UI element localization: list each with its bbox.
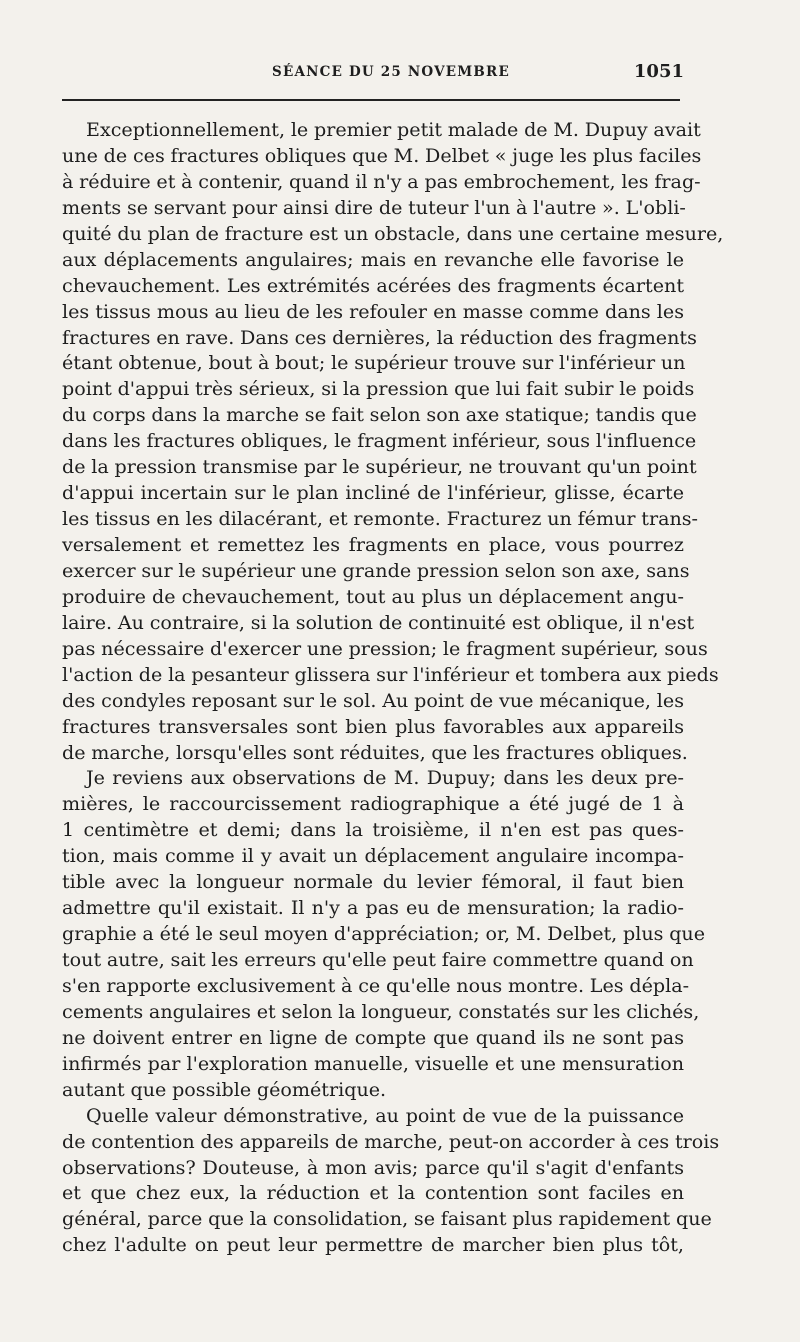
text-line: quité du plan de fracture est un obstacle, dans une certaine mesure, <box>62 221 724 245</box>
text-line: et que chez eux, la réduction et la contention sont faciles en <box>62 1181 684 1205</box>
text-line: général, parce que la consolidation, se faisant plus rapidement que <box>62 1207 712 1231</box>
page-header <box>62 56 684 86</box>
text-line: du corps dans la marche se fait selon son axe statique; tandis que <box>62 403 697 427</box>
text-line: Quelle valeur démonstrative, au point de vue de la puissance <box>86 1103 684 1127</box>
body-text <box>62 117 724 1258</box>
text-line: exercer sur le supérieur une grande pression selon son axe, sans <box>62 558 690 582</box>
text-line: d'appui incertain sur le plan incliné de l'inférieur, glisse, écarte <box>62 481 684 505</box>
text-line: chez l'adulte on peut leur permettre de marcher bien plus tôt, <box>62 1233 684 1257</box>
text-line: laire. Au contraire, si la solution de continuité est oblique, il n'est <box>62 610 695 634</box>
text-line: mières, le raccourcissement radiographique a été jugé de 1 à <box>62 792 684 816</box>
text-line: tible avec la longueur normale du levier fémoral, il faut bien <box>62 870 684 894</box>
running-title: SÉANCE DU 25 NOVEMBRE <box>272 64 510 80</box>
text-line: étant obtenue, bout à bout; le supérieur trouve sur l'inférieur un <box>62 351 686 375</box>
text-line: admettre qu'il existait. Il n'y a pas eu de mensuration; la radio- <box>62 896 684 920</box>
text-line: infirmés par l'exploration manuelle, visuelle et une mensuration <box>62 1051 684 1075</box>
text-line: de la pression transmise par le supérieur, ne trouvant qu'un point <box>62 455 697 479</box>
text-line: point d'appui très sérieux, si la pression que lui fait subir le poids <box>62 377 695 401</box>
text-line: à réduire et à contenir, quand il n'y a pas embrochement, les frag- <box>62 169 701 193</box>
text-line: tion, mais comme il y avait un déplacement angulaire incompa- <box>62 844 684 868</box>
text-line: de contention des appareils de marche, peut-on accorder à ces trois <box>62 1129 720 1153</box>
text-line: s'en rapporte exclusivement à ce qu'elle nous montre. Les dépla- <box>62 973 690 997</box>
header-rule <box>62 99 680 101</box>
text-line: chevauchement. Les extrémités acérées des fragments écartent <box>62 273 684 297</box>
text-line: ments se servant pour ainsi dire de tuteur l'un à l'autre ». L'obli- <box>62 195 686 219</box>
text-line: fractures en rave. Dans ces dernières, la réduction des fragments <box>62 325 697 349</box>
text-line: de marche, lorsqu'elles sont réduites, que les fractures obliques. <box>62 740 688 764</box>
text-line: les tissus en les dilacérant, et remonte. Fracturez un fémur trans- <box>62 507 699 531</box>
text-line: dans les fractures obliques, le fragment inférieur, sous l'influence <box>62 429 697 453</box>
text-line: Exceptionnellement, le premier petit malade de M. Dupuy avait <box>86 118 701 141</box>
text-line: observations? Douteuse, à mon avis; parce qu'il s'agit d'enfants <box>62 1155 684 1179</box>
text-line: ne doivent entrer en ligne de compte que quand ils ne sont pas <box>62 1025 684 1049</box>
text-line: l'action de la pesanteur glissera sur l'inférieur et tombera aux pieds <box>62 662 719 686</box>
text-line: aux déplacements angulaires; mais en revanche elle favorise le <box>62 247 684 271</box>
text-line: 1 centimètre et demi; dans la troisième, il n'en est pas ques- <box>62 818 684 842</box>
text-line: cements angulaires et selon la longueur, constatés sur les clichés, <box>62 999 700 1023</box>
text-line: une de ces fractures obliques que M. Delbet « juge les plus faciles <box>62 143 702 167</box>
text-line: les tissus mous au lieu de les refouler en masse comme dans les <box>62 299 684 323</box>
text-line: autant que possible géométrique. <box>62 1077 387 1101</box>
text-line: fractures transversales sont bien plus favorables aux appareils <box>62 714 684 738</box>
text-line: graphie a été le seul moyen d'appréciation; or, M. Delbet, plus que <box>62 922 706 946</box>
text-line: produire de chevauchement, tout au plus un déplacement angu- <box>62 584 684 608</box>
text-line: versalement et remettez les fragments en place, vous pourrez <box>62 533 684 556</box>
text-line: Je reviens aux observations de M. Dupuy; dans les deux pre- <box>86 766 684 790</box>
page-number: 1051 <box>633 61 684 82</box>
text-line: tout autre, sait les erreurs qu'elle peut faire commettre quand on <box>62 948 694 971</box>
text-line: des condyles reposant sur le sol. Au point de vue mécanique, les <box>62 688 684 712</box>
text-line: pas nécessaire d'exercer une pression; le fragment supérieur, sous <box>62 636 708 660</box>
